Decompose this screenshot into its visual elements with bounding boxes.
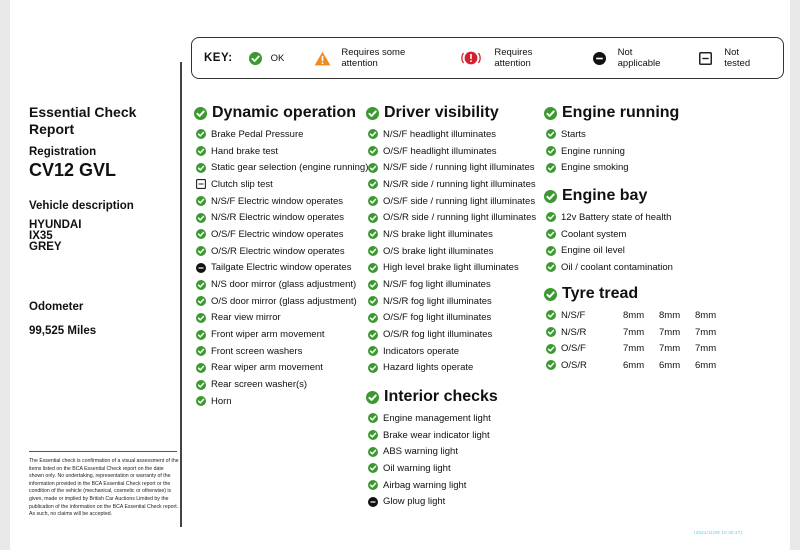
check-label: O/S/F Electric window operates bbox=[211, 228, 344, 240]
check-circle-icon bbox=[196, 363, 206, 373]
check-item bbox=[366, 360, 536, 377]
check-item bbox=[194, 343, 368, 360]
check-item bbox=[194, 393, 368, 410]
tread-depth: 8mm bbox=[623, 309, 645, 321]
section-title-text: Engine running bbox=[562, 104, 680, 121]
vehicle-model: IX35 bbox=[29, 230, 53, 242]
registration-label: Registration bbox=[29, 146, 97, 158]
check-circle-icon bbox=[194, 107, 207, 120]
check-item bbox=[194, 360, 368, 377]
check-item bbox=[194, 209, 368, 226]
check-item bbox=[366, 493, 498, 510]
vehicle-colour: GREY bbox=[29, 241, 62, 253]
check-item bbox=[194, 260, 368, 277]
check-list bbox=[544, 126, 679, 176]
not-applicable-icon bbox=[196, 263, 206, 273]
check-circle-icon bbox=[544, 107, 557, 120]
check-item bbox=[194, 326, 368, 343]
section-title bbox=[366, 387, 498, 407]
tyre-position: N/S/F bbox=[561, 309, 586, 321]
check-label: N/S door mirror (glass adjustment) bbox=[211, 279, 357, 291]
check-item bbox=[366, 326, 536, 343]
section-title bbox=[544, 284, 731, 304]
key-item-some-attention bbox=[314, 47, 443, 69]
check-circle-icon bbox=[368, 179, 378, 189]
check-label: High level brake light illuminates bbox=[383, 262, 519, 274]
check-item bbox=[194, 143, 368, 160]
check-circle-icon bbox=[196, 313, 206, 323]
section-interior-checks bbox=[366, 387, 498, 510]
check-label: Rear view mirror bbox=[211, 312, 281, 324]
check-circle-icon bbox=[368, 146, 378, 156]
check-circle-icon bbox=[368, 447, 378, 457]
report-title-line2: Report bbox=[29, 121, 75, 137]
check-circle-icon bbox=[546, 163, 556, 173]
check-circle-icon bbox=[546, 129, 556, 139]
panel-divider bbox=[180, 62, 182, 527]
section-title bbox=[544, 103, 679, 123]
check-circle-icon bbox=[196, 346, 206, 356]
check-circle-icon bbox=[368, 480, 378, 490]
check-circle-icon bbox=[368, 313, 378, 323]
check-item bbox=[544, 159, 679, 176]
check-circle-icon bbox=[196, 330, 206, 340]
check-label: O/S/F headlight illuminates bbox=[383, 145, 497, 157]
check-circle-icon bbox=[368, 430, 378, 440]
key-label-attention: Requires attention bbox=[494, 47, 533, 69]
tread-depth: 6mm bbox=[695, 359, 717, 371]
check-label: N/S/F fog light illuminates bbox=[383, 279, 491, 291]
check-item bbox=[366, 410, 498, 427]
check-circle-icon bbox=[196, 196, 206, 206]
check-item bbox=[366, 477, 498, 494]
vehicle-description-label: Vehicle description bbox=[29, 200, 134, 212]
key-label-ok: OK bbox=[270, 52, 285, 64]
tread-depth: 8mm bbox=[695, 309, 717, 321]
check-item bbox=[366, 427, 498, 444]
check-label: Hand brake test bbox=[211, 145, 279, 157]
not-tested-icon bbox=[699, 52, 712, 65]
check-item bbox=[366, 310, 536, 327]
tyre-position: O/S/F bbox=[561, 343, 586, 355]
check-label: N/S/F headlight illuminates bbox=[383, 128, 496, 140]
timestamp: (2021/11/09 10:30:47) bbox=[694, 530, 743, 535]
check-label: Hazard lights operate bbox=[383, 362, 474, 374]
check-label: O/S/R side / running light illuminates bbox=[383, 212, 537, 224]
tyre-row bbox=[544, 340, 731, 357]
alert-circle-icon bbox=[461, 50, 481, 66]
check-item bbox=[194, 193, 368, 210]
check-item bbox=[194, 376, 368, 393]
check-item bbox=[366, 226, 536, 243]
check-circle-icon bbox=[196, 246, 206, 256]
section-driver-visibility bbox=[366, 103, 536, 376]
check-label: N/S/F Electric window operates bbox=[211, 195, 343, 207]
check-label: Engine smoking bbox=[561, 162, 629, 174]
tread-depth: 7mm bbox=[623, 326, 645, 338]
check-label: Oil / coolant contamination bbox=[561, 261, 673, 273]
check-circle-icon bbox=[196, 163, 206, 173]
check-circle-icon bbox=[368, 330, 378, 340]
check-circle-icon bbox=[366, 107, 379, 120]
section-title bbox=[194, 103, 368, 123]
tread-depth: 6mm bbox=[659, 359, 681, 371]
check-item bbox=[194, 276, 368, 293]
check-circle-icon bbox=[368, 246, 378, 256]
check-circle-icon bbox=[368, 196, 378, 206]
check-list bbox=[544, 307, 731, 374]
check-circle-icon bbox=[196, 296, 206, 306]
check-label: Airbag warning light bbox=[383, 479, 467, 491]
section-title bbox=[544, 186, 673, 206]
check-item bbox=[366, 276, 536, 293]
check-label: Horn bbox=[211, 395, 232, 407]
check-item bbox=[194, 243, 368, 260]
check-label: Static gear selection (engine running) bbox=[211, 162, 369, 174]
tread-depth: 7mm bbox=[695, 343, 717, 355]
tread-depth: 8mm bbox=[659, 309, 681, 321]
report-title-line1: Essential Check bbox=[29, 104, 137, 120]
disclaimer-text: The Essential check is confirmation of a visual assessment of the items listed on the BCA Essential Check report on the date shown only. No undertaking, representation or warranty of the information provided in the BCA Essential Check report or the condition of the vehicle (mechanical, cosmetic or otherwise) is given, made or implied by British Car Auctions Limited by the publication of the information on the BCA Essential Check report. As such, no claims will be accepted. bbox=[29, 458, 179, 518]
section-title-text: Interior checks bbox=[384, 388, 498, 405]
check-label: N/S/R side / running light illuminates bbox=[383, 178, 536, 190]
check-label: N/S/F side / running light illuminates bbox=[383, 162, 535, 174]
check-label: Brake wear indicator light bbox=[383, 429, 490, 441]
key-item-attention bbox=[461, 47, 570, 69]
check-label: Front screen washers bbox=[211, 345, 303, 357]
disclaimer-divider bbox=[29, 451, 177, 452]
key-label-not-tested: Not tested bbox=[724, 47, 751, 69]
key-title: KEY: bbox=[204, 52, 233, 64]
check-item bbox=[366, 209, 536, 226]
check-label: Indicators operate bbox=[383, 345, 460, 357]
tyre-row bbox=[544, 307, 731, 324]
key-label-not-applicable: Not applicable bbox=[617, 47, 661, 69]
check-label: O/S door mirror (glass adjustment) bbox=[211, 295, 357, 307]
check-circle-icon bbox=[368, 129, 378, 139]
check-label: O/S/R Electric window operates bbox=[211, 245, 345, 257]
not-tested-icon bbox=[196, 179, 206, 189]
check-label: Oil warning light bbox=[383, 462, 451, 474]
check-circle-icon bbox=[368, 413, 378, 423]
tread-depth: 7mm bbox=[623, 343, 645, 355]
check-label: N/S/R Electric window operates bbox=[211, 212, 345, 224]
vehicle-make: HYUNDAI bbox=[29, 219, 82, 231]
check-label: Engine management light bbox=[383, 412, 491, 424]
check-item bbox=[366, 126, 536, 143]
check-circle-icon bbox=[366, 391, 379, 404]
check-circle-icon bbox=[196, 229, 206, 239]
not-applicable-icon bbox=[368, 497, 378, 507]
registration-value: CV12 GVL bbox=[29, 160, 117, 180]
check-circle-icon bbox=[196, 396, 206, 406]
check-item bbox=[544, 126, 679, 143]
check-list bbox=[366, 410, 498, 510]
section-engine-running bbox=[544, 103, 679, 176]
check-item bbox=[366, 143, 536, 160]
section-title-text: Engine bay bbox=[562, 187, 648, 204]
check-label: Glow plug light bbox=[383, 496, 446, 508]
check-item bbox=[366, 193, 536, 210]
check-circle-icon bbox=[546, 310, 556, 320]
report-page bbox=[10, 0, 790, 550]
section-tyre-tread bbox=[544, 284, 731, 374]
check-circle-icon bbox=[546, 262, 556, 272]
check-label: ABS warning light bbox=[383, 446, 458, 458]
check-item bbox=[544, 242, 673, 259]
vehicle-panel bbox=[29, 104, 177, 337]
key-label-some-attention: Requires some attention bbox=[341, 47, 406, 69]
check-list bbox=[366, 126, 536, 376]
check-item bbox=[194, 176, 368, 193]
tread-depth: 7mm bbox=[659, 326, 681, 338]
check-list bbox=[544, 209, 673, 276]
odometer-value: 99,525 Miles bbox=[29, 325, 97, 337]
check-circle-icon bbox=[196, 146, 206, 156]
check-item bbox=[366, 460, 498, 477]
check-circle-icon bbox=[368, 213, 378, 223]
check-circle-icon bbox=[249, 52, 262, 65]
check-circle-icon bbox=[196, 380, 206, 390]
check-circle-icon bbox=[546, 360, 556, 370]
check-label: O/S/F fog light illuminates bbox=[383, 312, 492, 324]
check-circle-icon bbox=[196, 213, 206, 223]
check-circle-icon bbox=[368, 346, 378, 356]
check-circle-icon bbox=[546, 212, 556, 222]
check-circle-icon bbox=[546, 246, 556, 256]
check-label: Starts bbox=[561, 128, 586, 140]
tyre-position: N/S/R bbox=[561, 326, 587, 338]
check-item bbox=[544, 209, 673, 226]
section-title-text: Dynamic operation bbox=[212, 104, 357, 121]
check-label: Clutch slip test bbox=[211, 178, 273, 190]
check-circle-icon bbox=[546, 146, 556, 156]
check-circle-icon bbox=[546, 344, 556, 354]
key-item-not-tested bbox=[699, 47, 767, 69]
check-circle-icon bbox=[544, 288, 557, 301]
check-item bbox=[544, 226, 673, 243]
check-item bbox=[194, 310, 368, 327]
check-item bbox=[194, 293, 368, 310]
check-label: Rear wiper arm movement bbox=[211, 362, 323, 374]
check-circle-icon bbox=[368, 296, 378, 306]
report-title bbox=[29, 104, 177, 138]
section-title-text: Tyre tread bbox=[562, 285, 639, 302]
check-label: 12v Battery state of health bbox=[561, 211, 672, 223]
check-item bbox=[366, 443, 498, 460]
tyre-row bbox=[544, 324, 731, 341]
check-label: O/S brake light illuminates bbox=[383, 245, 494, 257]
check-label: Tailgate Electric window operates bbox=[211, 262, 352, 274]
key-item-not-applicable bbox=[593, 47, 678, 69]
not-applicable-icon bbox=[593, 52, 606, 65]
check-circle-icon bbox=[368, 363, 378, 373]
check-label: Coolant system bbox=[561, 228, 627, 240]
check-circle-icon bbox=[368, 280, 378, 290]
section-dynamic-operation bbox=[194, 103, 368, 410]
check-item bbox=[366, 176, 536, 193]
check-item bbox=[544, 143, 679, 160]
check-item bbox=[544, 259, 673, 276]
check-circle-icon bbox=[546, 229, 556, 239]
check-label: O/S/F side / running light illuminates bbox=[383, 195, 536, 207]
tread-depth: 7mm bbox=[695, 326, 717, 338]
tread-depth: 7mm bbox=[659, 343, 681, 355]
status-key bbox=[191, 37, 784, 79]
check-item bbox=[366, 293, 536, 310]
section-title-text: Driver visibility bbox=[384, 104, 499, 121]
odometer-label: Odometer bbox=[29, 301, 84, 313]
check-item bbox=[366, 343, 536, 360]
check-circle-icon bbox=[368, 229, 378, 239]
check-item bbox=[194, 159, 368, 176]
check-circle-icon bbox=[196, 280, 206, 290]
check-item bbox=[366, 243, 536, 260]
check-item bbox=[194, 126, 368, 143]
check-item bbox=[194, 226, 368, 243]
check-circle-icon bbox=[196, 129, 206, 139]
tread-depth: 6mm bbox=[623, 359, 645, 371]
check-circle-icon bbox=[544, 190, 557, 203]
section-title bbox=[366, 103, 536, 123]
check-item bbox=[366, 159, 536, 176]
check-list bbox=[194, 126, 368, 410]
check-circle-icon bbox=[368, 163, 378, 173]
check-circle-icon bbox=[546, 327, 556, 337]
tyre-row bbox=[544, 357, 731, 374]
check-label: Engine running bbox=[561, 145, 625, 157]
tyre-position: O/S/R bbox=[561, 359, 587, 371]
check-label: O/S/R fog light illuminates bbox=[383, 329, 493, 341]
check-label: Engine oil level bbox=[561, 245, 625, 257]
check-label: N/S brake light illuminates bbox=[383, 228, 493, 240]
section-engine-bay bbox=[544, 186, 673, 276]
check-label: Brake Pedal Pressure bbox=[211, 128, 304, 140]
check-circle-icon bbox=[368, 463, 378, 473]
check-label: Rear screen washer(s) bbox=[211, 379, 308, 391]
check-label: N/S/R fog light illuminates bbox=[383, 295, 492, 307]
warning-triangle-icon bbox=[314, 51, 331, 66]
check-item bbox=[366, 260, 536, 277]
key-item-ok bbox=[249, 52, 285, 65]
check-label: Front wiper arm movement bbox=[211, 329, 325, 341]
check-circle-icon bbox=[368, 263, 378, 273]
